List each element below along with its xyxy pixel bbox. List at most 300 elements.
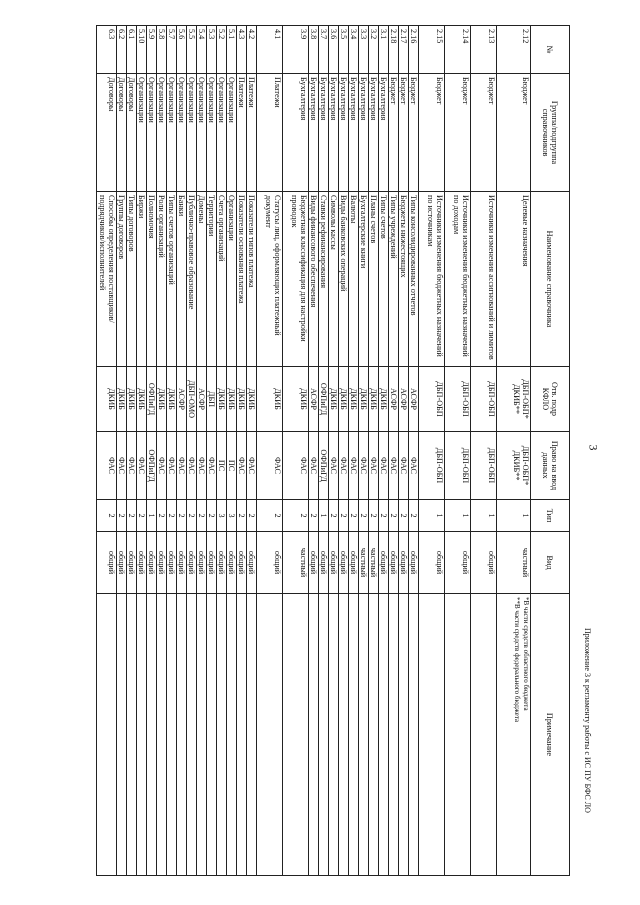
cell-type: 1 — [497, 500, 531, 532]
cell-note — [497, 594, 531, 876]
cell-number: 4.3 — [237, 26, 247, 74]
cell-department: ДКИБ — [127, 367, 137, 432]
cell-number: 5.10 — [137, 26, 147, 74]
cell-note — [409, 594, 419, 876]
cell-rights: ФАС — [379, 432, 389, 500]
table-row — [409, 26, 419, 876]
cell-rights: ДБП-ОБП — [471, 432, 497, 500]
cell-name: Типы счетов организаций — [167, 192, 177, 367]
cell-rights: ФАС — [389, 432, 399, 500]
cell-kind: общий — [389, 532, 399, 594]
cell-name: Источники изменения бюджетных назначений по доходам — [445, 192, 471, 367]
table-row — [389, 26, 399, 876]
cell-number: 5.6 — [177, 26, 187, 74]
cell-number: 3.7 — [319, 26, 329, 74]
table-row — [117, 26, 127, 876]
cell-rights: ФАС — [197, 432, 207, 500]
cell-name: Банки — [177, 192, 187, 367]
cell-department: ДКИБ — [339, 367, 349, 432]
cell-number: 2.15 — [419, 26, 445, 74]
cell-number: 5.5 — [187, 26, 197, 74]
cell-department: ДКИБ — [247, 367, 257, 432]
cell-rights: ФАС — [283, 432, 309, 500]
cell-number: 3.2 — [369, 26, 379, 74]
cell-type: 2 — [349, 500, 359, 532]
table-row — [127, 26, 137, 876]
cell-number: 2.16 — [409, 26, 419, 74]
cell-note — [319, 594, 329, 876]
cell-department: ДБП-ОМО — [187, 367, 197, 432]
cell-rights: ФАС — [207, 432, 217, 500]
cell-note — [147, 594, 157, 876]
cell-rights: ФАС — [329, 432, 339, 500]
cell-name: Типы учреждений — [389, 192, 399, 367]
cell-type: 2 — [247, 500, 257, 532]
cell-group: Платежи — [257, 74, 283, 192]
cell-number: 6.3 — [97, 26, 117, 74]
cell-rights: ФАС — [349, 432, 359, 500]
cell-number: 3.1 — [379, 26, 389, 74]
cell-note — [419, 594, 445, 876]
cell-rights: ДБП-ОБП — [445, 432, 471, 500]
cell-rights: ФАС — [257, 432, 283, 500]
cell-department: ДКИБ — [283, 367, 309, 432]
cell-department: ДКИБ — [237, 367, 247, 432]
note-line: *В части средств областного бюджета — [522, 597, 530, 711]
cell-type: 2 — [137, 500, 147, 532]
cell-note — [127, 594, 137, 876]
cell-group: Организации — [137, 74, 147, 192]
cell-number: 2.17 — [399, 26, 409, 74]
cell-kind: общий — [379, 532, 389, 594]
cell-name: Домены — [197, 192, 207, 367]
cell-note — [389, 594, 399, 876]
cell-type: 2 — [283, 500, 309, 532]
cell-kind: общий — [419, 532, 445, 594]
cell-name: Бюджетная классификация для настройки проводок — [283, 192, 309, 367]
cell-group: Бухгалтерия — [339, 74, 349, 192]
col-header-number: № — [531, 26, 570, 74]
cell-type: 1 — [445, 500, 471, 532]
cell-note — [349, 594, 359, 876]
cell-note — [247, 594, 257, 876]
table-row — [497, 26, 531, 876]
cell-type: 2 — [197, 500, 207, 532]
cell-name: Бухгалтерские книги — [359, 192, 369, 367]
cell-rights: ФАС — [97, 432, 117, 500]
cell-name: Организации — [227, 192, 237, 367]
cell-rights: ФАС — [117, 432, 127, 500]
cell-department: ОФПиГД — [147, 367, 157, 432]
cell-department: ДБП-ОБП — [445, 367, 471, 432]
cell-kind: частный — [359, 532, 369, 594]
cell-name: Счета организаций — [217, 192, 227, 367]
cell-group: Бухгалтерия — [349, 74, 359, 192]
cell-number: 5.3 — [207, 26, 217, 74]
cell-name: Символы кассы — [329, 192, 339, 367]
cell-group: Организации — [157, 74, 167, 192]
cell-note — [445, 594, 471, 876]
cell-department: ДБП-ОБП* ДКИБ** — [497, 367, 531, 432]
cell-name: Типы консолидированных отчетов — [409, 192, 419, 367]
footer-note — [583, 628, 602, 813]
cell-group: Организации — [177, 74, 187, 192]
table-row — [207, 26, 217, 876]
cell-rights: ФАС — [237, 432, 247, 500]
table-row — [167, 26, 177, 876]
table-row — [419, 26, 445, 876]
cell-group: Договоры — [127, 74, 137, 192]
cell-kind: общий — [217, 532, 227, 594]
cell-group: Бюджет — [497, 74, 531, 192]
cell-department: АСФР — [177, 367, 187, 432]
cell-group: Бухгалтерия — [283, 74, 309, 192]
cell-department: АСФР — [197, 367, 207, 432]
cell-rights: ФАС — [339, 432, 349, 500]
cell-note — [359, 594, 369, 876]
cell-type: 2 — [379, 500, 389, 532]
cell-note — [227, 594, 237, 876]
cell-name: Целевые назначения — [497, 192, 531, 367]
cell-kind: общий — [329, 532, 339, 594]
cell-number: 3.5 — [339, 26, 349, 74]
cell-group: Бухгалтерия — [359, 74, 369, 192]
cell-rights: ОФПиГД — [319, 432, 329, 500]
cell-type: 2 — [167, 500, 177, 532]
cell-group: Организации — [187, 74, 197, 192]
cell-rights: ФАС — [177, 432, 187, 500]
cell-rights: ФАС — [409, 432, 419, 500]
table-row — [257, 26, 283, 876]
cell-group: Бюджет — [399, 74, 409, 192]
cell-rights: ФАС — [309, 432, 319, 500]
table-row — [187, 26, 197, 876]
cell-kind: общий — [471, 532, 497, 594]
cell-name: Роли организаций — [157, 192, 167, 367]
cell-type: 3 — [217, 500, 227, 532]
cell-rights: ФАС — [369, 432, 379, 500]
cell-type: 2 — [309, 500, 319, 532]
table-row — [147, 26, 157, 876]
table-row — [445, 26, 471, 876]
cell-department: ДКИБ — [167, 367, 177, 432]
cell-group: Организации — [207, 74, 217, 192]
cell-group: Бюджет — [445, 74, 471, 192]
cell-note — [369, 594, 379, 876]
cell-type: 2 — [389, 500, 399, 532]
footer-text: Приложение 3 к регламенту работы с ИС ПУ БФС ЛО — [583, 628, 592, 813]
cell-kind: общий — [97, 532, 117, 594]
cell-number: 3.3 — [359, 26, 369, 74]
cell-number: 2.14 — [445, 26, 471, 74]
table-row — [137, 26, 147, 876]
cell-note — [257, 594, 283, 876]
cell-note — [157, 594, 167, 876]
col-header-rights: Право на ввод данных — [531, 432, 570, 500]
cell-group: Организации — [227, 74, 237, 192]
cell-kind: общий — [147, 532, 157, 594]
col-header-department: Отв. подр КФЛО — [531, 367, 570, 432]
table-row — [237, 26, 247, 876]
table-row — [309, 26, 319, 876]
cell-group: Бухгалтерия — [369, 74, 379, 192]
cell-group: Платежи — [247, 74, 257, 192]
cell-number: 5.1 — [227, 26, 237, 74]
cell-name: Бюджеты нижестоящих — [399, 192, 409, 367]
cell-group: Бюджет — [471, 74, 497, 192]
table-row — [283, 26, 309, 876]
cell-group: Договоры — [97, 74, 117, 192]
cell-kind: общий — [445, 532, 471, 594]
cell-department: ДКИБ — [379, 367, 389, 432]
cell-group: Организации — [147, 74, 157, 192]
cell-type: 2 — [237, 500, 247, 532]
cell-group: Бухгалтерия — [319, 74, 329, 192]
cell-note — [117, 594, 127, 876]
table-row — [359, 26, 369, 876]
page-number: 3 — [586, 444, 601, 451]
cell-name: Планы счетов — [369, 192, 379, 367]
cell-kind: общий — [349, 532, 359, 594]
cell-name: Показатели основания платежа — [237, 192, 247, 367]
cell-note — [167, 594, 177, 876]
cell-number: 6.2 — [117, 26, 127, 74]
cell-department: ДКИБ — [349, 367, 359, 432]
cell-name: Виды финансового обеспечения — [309, 192, 319, 367]
cell-department: ДКИБ — [227, 367, 237, 432]
cell-name: Показатели типов платежа — [247, 192, 257, 367]
cell-kind: частный — [283, 532, 309, 594]
cell-group: Бухгалтерия — [379, 74, 389, 192]
cell-kind: общий — [247, 532, 257, 594]
cell-name: Виды банковских операций — [339, 192, 349, 367]
cell-type: 2 — [127, 500, 137, 532]
cell-rights: ДБП-ОБП — [419, 432, 445, 500]
cell-note — [329, 594, 339, 876]
cell-department: АСФР — [399, 367, 409, 432]
col-header-group: Группа/подгруппа справочников — [531, 74, 570, 192]
cell-kind: общий — [137, 532, 147, 594]
table-row — [339, 26, 349, 876]
cell-department: ДБП — [207, 367, 217, 432]
cell-department: АСФР — [309, 367, 319, 432]
table-row — [177, 26, 187, 876]
cell-type: 2 — [399, 500, 409, 532]
cell-number: 3.9 — [283, 26, 309, 74]
table-row — [157, 26, 167, 876]
cell-rights: ФАС — [137, 432, 147, 500]
cell-type: 2 — [117, 500, 127, 532]
cell-kind: общий — [227, 532, 237, 594]
cell-name: Валюты — [349, 192, 359, 367]
cell-rights: ОФПиГД — [147, 432, 157, 500]
cell-rights: ФАС — [359, 432, 369, 500]
cell-kind: общий — [409, 532, 419, 594]
cell-name: Ставки рефинансирования — [319, 192, 329, 367]
cell-department: АСФР — [389, 367, 399, 432]
cell-number: 5.8 — [157, 26, 167, 74]
cell-type: 2 — [409, 500, 419, 532]
cell-note — [197, 594, 207, 876]
table-row — [97, 26, 117, 876]
table-row — [379, 26, 389, 876]
table-row — [319, 26, 329, 876]
col-header-note: Примечание — [531, 594, 570, 876]
cell-note — [207, 594, 217, 876]
cell-department: АСФР — [409, 367, 419, 432]
table-row — [369, 26, 379, 876]
cell-note — [339, 594, 349, 876]
cell-number: 3.4 — [349, 26, 359, 74]
table-row — [217, 26, 227, 876]
cell-rights: ПС — [217, 432, 227, 500]
cell-type: 2 — [97, 500, 117, 532]
table-row — [227, 26, 237, 876]
cell-kind: общий — [197, 532, 207, 594]
cell-department: ДКИБ — [97, 367, 117, 432]
cell-type: 2 — [257, 500, 283, 532]
cell-type: 1 — [471, 500, 497, 532]
cell-department: ДКИБ — [257, 367, 283, 432]
cell-number: 4.1 — [257, 26, 283, 74]
cell-group: Договоры — [117, 74, 127, 192]
cell-group: Бухгалтерия — [309, 74, 319, 192]
cell-kind: общий — [309, 532, 319, 594]
cell-kind: общий — [257, 532, 283, 594]
cell-group: Организации — [167, 74, 177, 192]
col-header-type: Тип — [531, 500, 570, 532]
table-row — [197, 26, 207, 876]
cell-department: ДКИБ — [359, 367, 369, 432]
cell-kind: общий — [177, 532, 187, 594]
cell-department: ДКИБ — [369, 367, 379, 432]
cell-kind: общий — [117, 532, 127, 594]
cell-department: ДКИБ — [117, 367, 127, 432]
cell-name: Типы договоров — [127, 192, 137, 367]
cell-type: 1 — [319, 500, 329, 532]
cell-group: Бюджет — [419, 74, 445, 192]
cell-note — [283, 594, 309, 876]
cell-number: 3.8 — [309, 26, 319, 74]
cell-name: Группы договоров — [117, 192, 127, 367]
cell-rights: ДБП-ОБП* ДКИБ** — [497, 432, 531, 500]
cell-kind: общий — [157, 532, 167, 594]
cell-note — [217, 594, 227, 876]
cell-rights: ФАС — [127, 432, 137, 500]
cell-name: Источники изменения ассигнований и лимитов — [471, 192, 497, 367]
cell-note — [309, 594, 319, 876]
cell-name: Биржи — [137, 192, 147, 367]
cell-department: ДКИБ — [329, 367, 339, 432]
table-row — [399, 26, 409, 876]
cell-rights: ФАС — [399, 432, 409, 500]
cell-department: ДКИБ — [217, 367, 227, 432]
cell-rights: ФАС — [167, 432, 177, 500]
cell-group: Организации — [197, 74, 207, 192]
cell-kind: общий — [319, 532, 329, 594]
col-header-name: Наименование справочника — [531, 192, 570, 367]
cell-name: Статусы лиц, оформляющих платежный документ — [257, 192, 283, 367]
cell-name: Публично-правовое образование — [187, 192, 197, 367]
cell-number: 2.18 — [389, 26, 399, 74]
cell-number: 5.4 — [197, 26, 207, 74]
note-line: **В части средств федерального бюджета — [513, 597, 521, 722]
cell-rights: ФАС — [187, 432, 197, 500]
cell-kind: общий — [399, 532, 409, 594]
cell-type: 2 — [339, 500, 349, 532]
cell-kind: частный — [497, 532, 531, 594]
table-row — [247, 26, 257, 876]
cell-note — [237, 594, 247, 876]
cell-kind: общий — [237, 532, 247, 594]
cell-note — [379, 594, 389, 876]
cell-note — [399, 594, 409, 876]
directory-table-sheet — [45, 25, 570, 875]
cell-department: ОФПиГД — [319, 367, 329, 432]
cell-type: 3 — [227, 500, 237, 532]
col-header-kind: Вид — [531, 532, 570, 594]
cell-number: 5.7 — [167, 26, 177, 74]
cell-group: Платежи — [237, 74, 247, 192]
directory-table — [96, 25, 570, 876]
cell-name: Территории — [207, 192, 217, 367]
cell-name: Типы счетов — [379, 192, 389, 367]
table-row — [349, 26, 359, 876]
cell-type: 1 — [419, 500, 445, 532]
cell-number: 2.12 — [497, 26, 531, 74]
cell-name: Способы определения поставщиков/подрядчиков/исполнителей — [97, 192, 117, 367]
cell-department: ДКИБ — [137, 367, 147, 432]
cell-kind: общий — [207, 532, 217, 594]
cell-type: 2 — [177, 500, 187, 532]
cell-department: ДБП-ОБП — [471, 367, 497, 432]
cell-note — [187, 594, 197, 876]
table-row — [329, 26, 339, 876]
cell-note — [471, 594, 497, 876]
cell-group: Бухгалтерия — [329, 74, 339, 192]
cell-name: Источники изменения бюджетных назначений по источникам — [419, 192, 445, 367]
cell-kind: общий — [339, 532, 349, 594]
cell-number: 3.6 — [329, 26, 339, 74]
cell-type: 2 — [329, 500, 339, 532]
cell-note — [177, 594, 187, 876]
cell-number: 2.13 — [471, 26, 497, 74]
cell-kind: общий — [167, 532, 177, 594]
cell-kind: общий — [187, 532, 197, 594]
cell-department: ДКИБ — [157, 367, 167, 432]
cell-rights: ФАС — [157, 432, 167, 500]
cell-type: 2 — [157, 500, 167, 532]
header-row — [531, 26, 570, 876]
cell-number: 4.2 — [247, 26, 257, 74]
cell-note — [97, 594, 117, 876]
cell-type: 2 — [187, 500, 197, 532]
cell-kind: частный — [369, 532, 379, 594]
cell-type: 1 — [147, 500, 157, 532]
cell-group: Организации — [217, 74, 227, 192]
cell-rights: ПС — [227, 432, 237, 500]
cell-name: Полномочия — [147, 192, 157, 367]
cell-rights: ФАС — [247, 432, 257, 500]
table-row — [471, 26, 497, 876]
cell-number: 5.2 — [217, 26, 227, 74]
cell-group: Бюджет — [389, 74, 399, 192]
cell-type: 2 — [359, 500, 369, 532]
cell-number: 6.1 — [127, 26, 137, 74]
cell-note — [137, 594, 147, 876]
cell-department: ДБП-ОБП — [419, 367, 445, 432]
cell-type: 2 — [369, 500, 379, 532]
